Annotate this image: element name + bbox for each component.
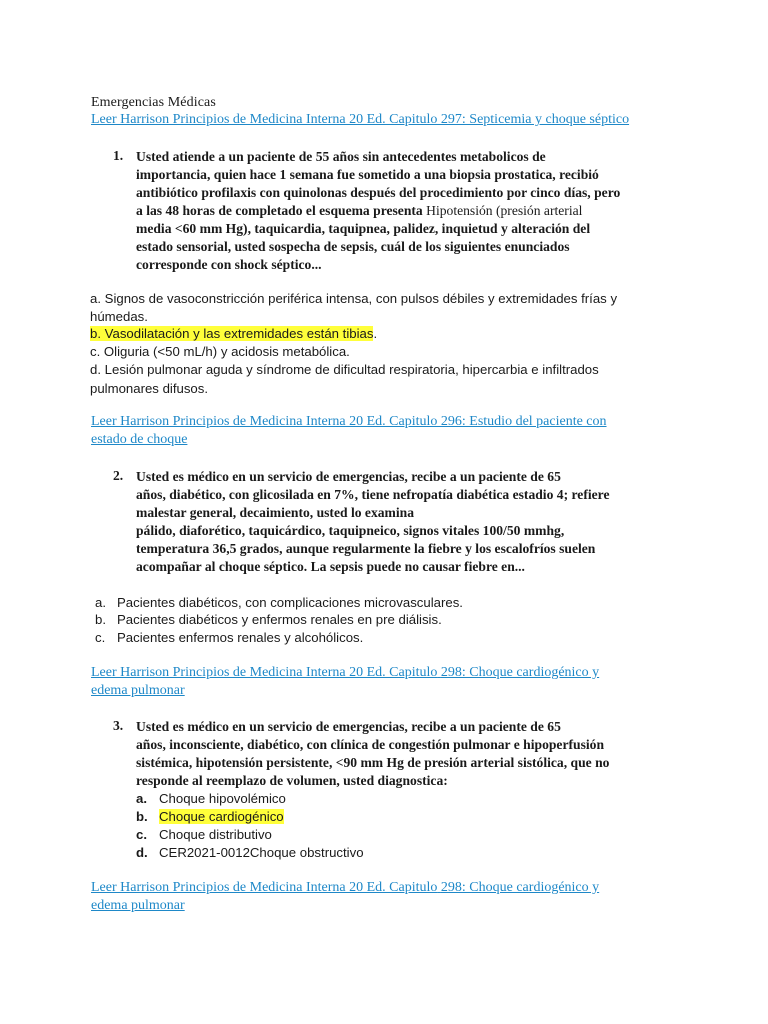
question-2-option-b: Pacientes diabéticos y enfermos renales en pre diálisis. [117, 612, 442, 627]
harrison-link-298-cont[interactable]: edema pulmonar [91, 683, 185, 698]
question-2-option-a: Pacientes diabéticos, con complicaciones microvasculares. [117, 595, 463, 610]
harrison-link-298[interactable] [91, 665, 599, 681]
question-3-option-d-label: d. [136, 845, 148, 860]
harrison-link-297[interactable]: Leer Harrison Principios de Medicina Interna 20 Ed. Capitulo 297: Septicemia y choque séptico [91, 112, 630, 127]
harrison-link-296[interactable]: Leer Harrison Principios de Medicina Interna 20 Ed. Capitulo 296: Estudio del paciente con [91, 414, 607, 429]
question-2-line: pálido, diaforético, taquicárdico, taquipneico, signos vitales 100/50 mmhg, [136, 523, 565, 538]
question-1-line: corresponde con shock séptico... [136, 257, 322, 272]
question-1-option-c: c. Oliguria (<50 mL/h) y acidosis metabólica. [90, 344, 350, 359]
question-1-line: antibiótico profilaxis con quinolonas después del procedimiento por cinco días, pero [136, 185, 621, 200]
question-1-option-a: a. Signos de vasoconstricción periférica intensa, con pulsos débiles y extremidades frías y [90, 291, 618, 306]
question-3-option-a: Choque hipovolémico [159, 791, 286, 806]
question-1-option-a-cont: húmedas. [90, 309, 148, 324]
question-2-number: 2. [113, 468, 124, 483]
question-3-option-b [159, 808, 284, 826]
option-period: . [373, 326, 378, 341]
question-3-option-c: Choque distributivo [159, 827, 272, 842]
harrison-link-298-second-part2[interactable]: 298: Choque cardiogénico y [440, 880, 600, 895]
highlighted-answer: Choque cardiogénico [159, 809, 284, 824]
question-3-option-a-label: a. [136, 791, 147, 806]
question-2-line: acompañar al choque séptico. La sepsis puede no causar fiebre en... [136, 559, 525, 574]
question-3-option-d: CER2021-0012Choque obstructivo [159, 845, 364, 860]
harrison-link-298-second[interactable] [91, 880, 599, 896]
question-1-line: estado sensorial, usted sospecha de sepsis, cuál de los siguientes enunciados [136, 239, 570, 254]
question-1-option-b [90, 325, 377, 343]
question-3-line: Usted es médico en un servicio de emergencias, recibe a un paciente de 65 [136, 719, 561, 734]
question-1-line: media <60 mm Hg), taquicardia, taquipnea, palidez, inquietud y alteración del [136, 221, 591, 236]
question-3-number: 3. [113, 718, 124, 733]
highlighted-answer: b. Vasodilatación y las extremidades están tibias [90, 326, 374, 341]
harrison-link-298-second-part1[interactable]: Leer Harrison Principios de Medicina Interna 20 Ed. Capitulo [91, 880, 438, 895]
question-2-line: malestar general, decaimiento, usted lo examina [136, 505, 415, 520]
question-2-line: años, diabético, con glicosilada en 7%, tiene nefropatía diabética estadio 4; refiere [136, 487, 610, 502]
question-3-line: sistémica, hipotensión persistente, <90 mm Hg de presión arterial sistólica, que no [136, 755, 610, 770]
harrison-link-298-part2[interactable]: 298: Choque cardiogénico y [440, 665, 600, 680]
question-1-line-normal: Hipotensión (presión arterial [426, 203, 583, 218]
question-1-option-d-cont: pulmonares difusos. [90, 381, 209, 396]
harrison-link-298-part1[interactable]: Leer Harrison Principios de Medicina Interna 20 Ed. Capitulo [91, 665, 438, 680]
harrison-link-296-cont[interactable]: estado de choque [91, 432, 188, 447]
question-3-line: responde al reemplazo de volumen, usted diagnostica: [136, 773, 448, 788]
question-3-option-b-label: b. [136, 809, 148, 824]
question-3-line: años, inconsciente, diabético, con clínica de congestión pulmonar e hipoperfusión [136, 737, 605, 752]
document-heading: Emergencias Médicas [91, 95, 216, 110]
question-2-line: Usted es médico en un servicio de emergencias, recibe a un paciente de 65 [136, 469, 561, 484]
question-2-option-c-label: c. [95, 630, 106, 645]
harrison-link-298-second-cont[interactable]: edema pulmonar [91, 898, 185, 913]
question-1-line [136, 202, 582, 220]
question-2-option-b-label: b. [95, 612, 106, 627]
question-1-line: Usted atiende a un paciente de 55 años sin antecedentes metabolicos de [136, 149, 546, 164]
question-1-option-d: d. Lesión pulmonar aguda y síndrome de dificultad respiratoria, hipercarbia e infiltrados [90, 362, 599, 377]
question-2-option-c: Pacientes enfermos renales y alcohólicos. [117, 630, 364, 645]
question-2-option-a-label: a. [95, 595, 106, 610]
question-1-line-bold: a las 48 horas de completado el esquema presenta [136, 203, 423, 218]
question-1-line: importancia, quien hace 1 semana fue sometido a una biopsia prostatica, recibió [136, 167, 599, 182]
question-2-line: temperatura 36,5 grados, aunque regularmente la fiebre y los escalofríos suelen [136, 541, 596, 556]
question-3-option-c-label: c. [136, 827, 147, 842]
question-1-number: 1. [113, 148, 124, 163]
